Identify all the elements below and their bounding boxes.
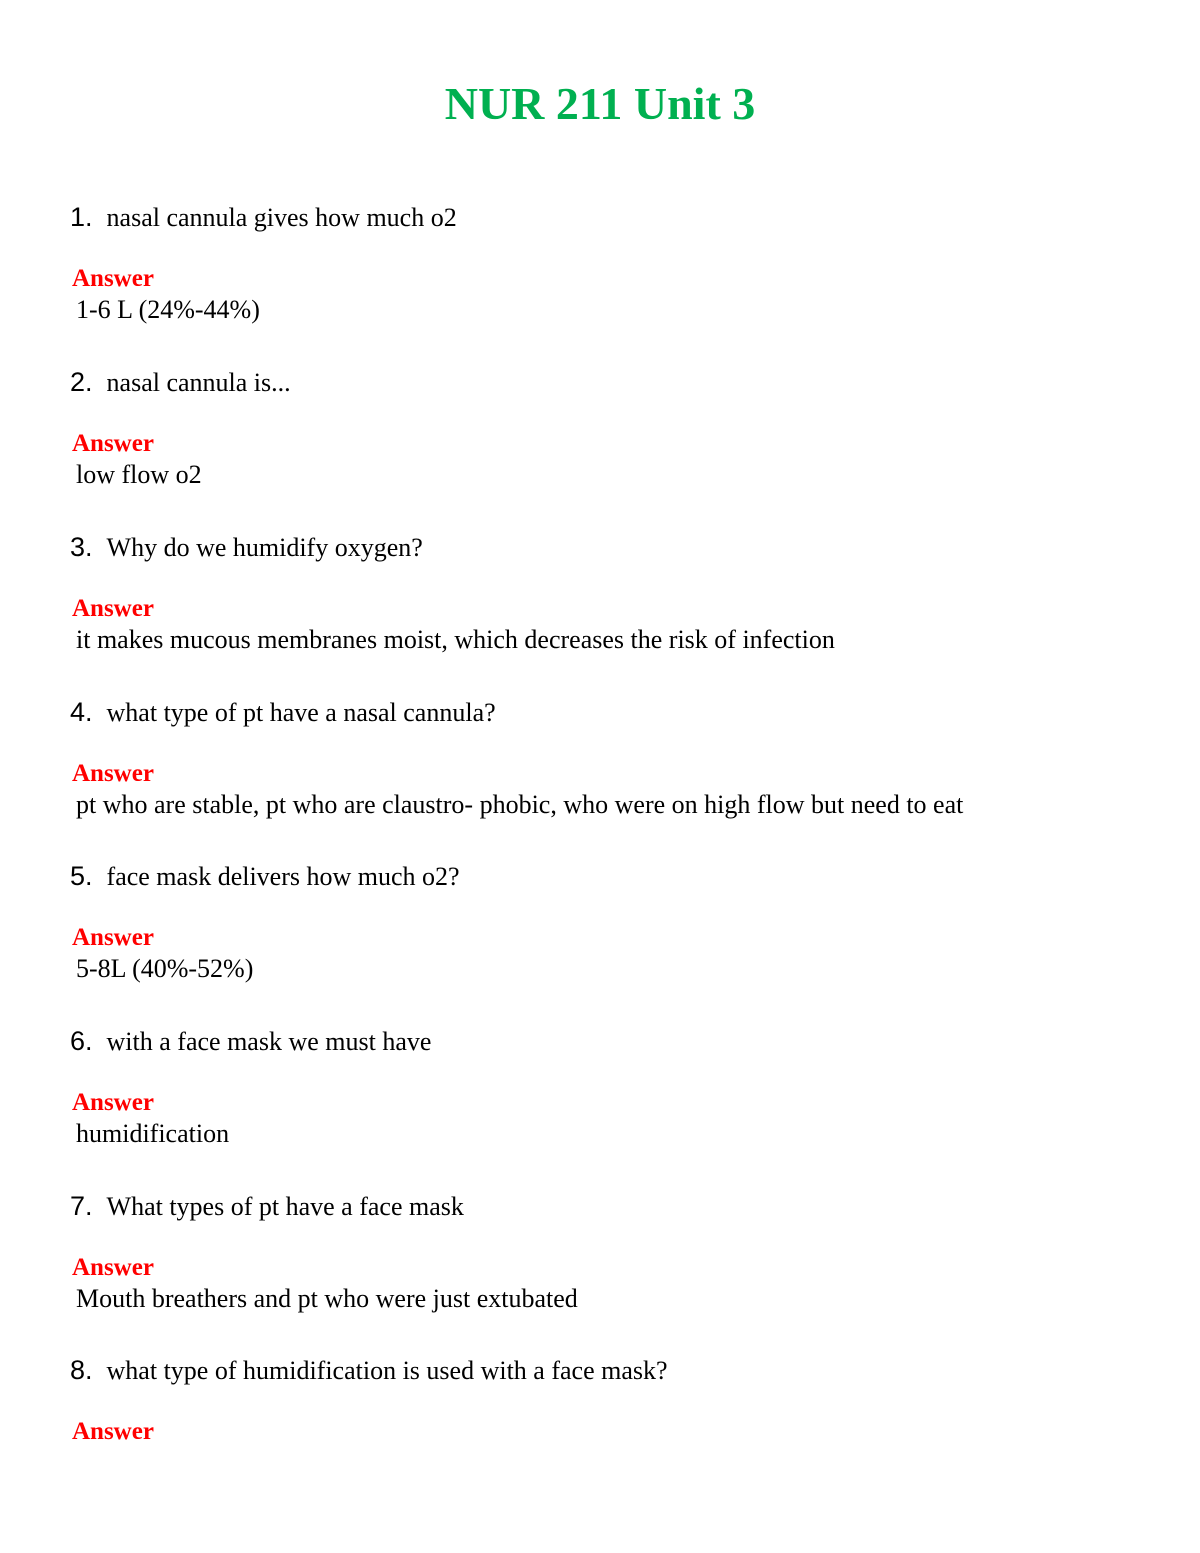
qa-item-4 [70,697,1150,821]
question [70,1355,1150,1391]
question-text: with a face mask we must have [106,1027,432,1056]
answer-text: humidification [76,1119,230,1148]
question-text: what type of humidification is used with a face mask? [106,1356,668,1385]
answer-label: Answer [72,595,154,622]
answer-text: pt who are stable, pt who are claustro- phobic, who were on high flow but need to eat [76,790,964,819]
question-number: 8. [70,1355,93,1385]
question-text: what type of pt have a nasal cannula? [106,698,496,727]
answer-label: Answer [72,265,154,292]
qa-item-3 [70,532,1150,656]
question [70,202,1150,238]
answer-label: Answer [72,1254,154,1281]
question [70,1026,1150,1062]
qa-item-6 [70,1026,1150,1150]
question [70,861,1150,897]
question-number: 3. [70,532,93,562]
question-number: 6. [70,1026,93,1056]
qa-item-8 [70,1355,1150,1447]
question [70,532,1150,568]
question-number: 5. [70,861,93,891]
answer-text: it makes mucous membranes moist, which decreases the risk of infection [76,625,835,654]
question [70,1191,1150,1227]
question-text: Why do we humidify oxygen? [106,533,423,562]
question [70,367,1150,403]
answer-label: Answer [72,430,154,457]
qa-item-5 [70,861,1150,985]
answer-text: 1-6 L (24%-44%) [76,295,260,324]
question-number: 7. [70,1191,93,1221]
qa-item-7 [70,1191,1150,1315]
question-text: nasal cannula is... [106,368,291,397]
question [70,697,1150,733]
question-number: 4. [70,697,93,727]
question-number: 2. [70,367,93,397]
question-text: nasal cannula gives how much o2 [106,203,457,232]
page-title: NUR 211 Unit 3 [444,78,756,129]
answer-text: 5-8L (40%-52%) [76,954,254,983]
question-text: face mask delivers how much o2? [106,862,460,891]
answer-text: low flow o2 [76,460,202,489]
qa-item-2 [70,367,1150,491]
answer-text: Mouth breathers and pt who were just extubated [76,1284,578,1313]
question-text: What types of pt have a face mask [106,1192,464,1221]
answer-label: Answer [72,760,154,787]
question-number: 1. [70,202,93,232]
answer-label: Answer [72,924,154,951]
answer-label: Answer [72,1089,154,1116]
answer-label: Answer [72,1418,154,1445]
qa-item-1 [70,202,1150,326]
